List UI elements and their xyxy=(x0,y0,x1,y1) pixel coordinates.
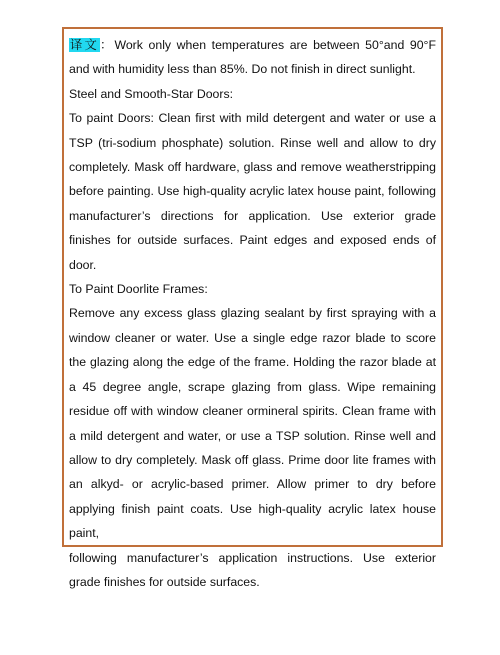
intro-text: ：Work only when temperatures are between 50°and 90°F and with humidity less than 85%. Do not finish in direct sunlight. xyxy=(69,38,436,77)
translation-tag: 译文 xyxy=(70,38,99,52)
section-heading-doorlite: To Paint Doorlite Frames: xyxy=(69,282,208,297)
document-frame xyxy=(62,27,443,589)
doorlite-paragraph: Remove any excess glass glazing sealant by first spraying with a window cleaner or water. Use a single edge razor blade to score the glazing along the edge of the frame. Holding the razor blade at a 45 degree angle, scrape glazing from glass. Wipe remaining residue off with window cleaner ormineral spirits. Clean frame with a mild detergent and water, or use a TSP solution. Rinse well and allow to dry completely. Mask off glass. Prime door lite frames with an alkyd- or acrylic-based primer. Allow primer to dry before applying finish paint coats. Use high-quality acrylic latex house paint, xyxy=(69,306,436,541)
section-heading-doors: Steel and Smooth-Star Doors: xyxy=(69,86,234,101)
intro-paragraph xyxy=(69,33,436,82)
paint-doors-paragraph: To paint Doors: Clean first with mild detergent and water or use a TSP (tri-sodium phosphate) solution. Rinse well and allow to dry completely. Mask off hardware, glass and remove weatherstripping before painting. Use high-quality acrylic latex house paint, following manufacturer’s directions for application. Use exterior grade finishes for outside surfaces. Paint edges and exposed ends of door. xyxy=(69,111,436,272)
closing-paragraph: following manufacturer’s application instructions. Use exterior grade finishes for outside surfaces. xyxy=(69,550,436,589)
